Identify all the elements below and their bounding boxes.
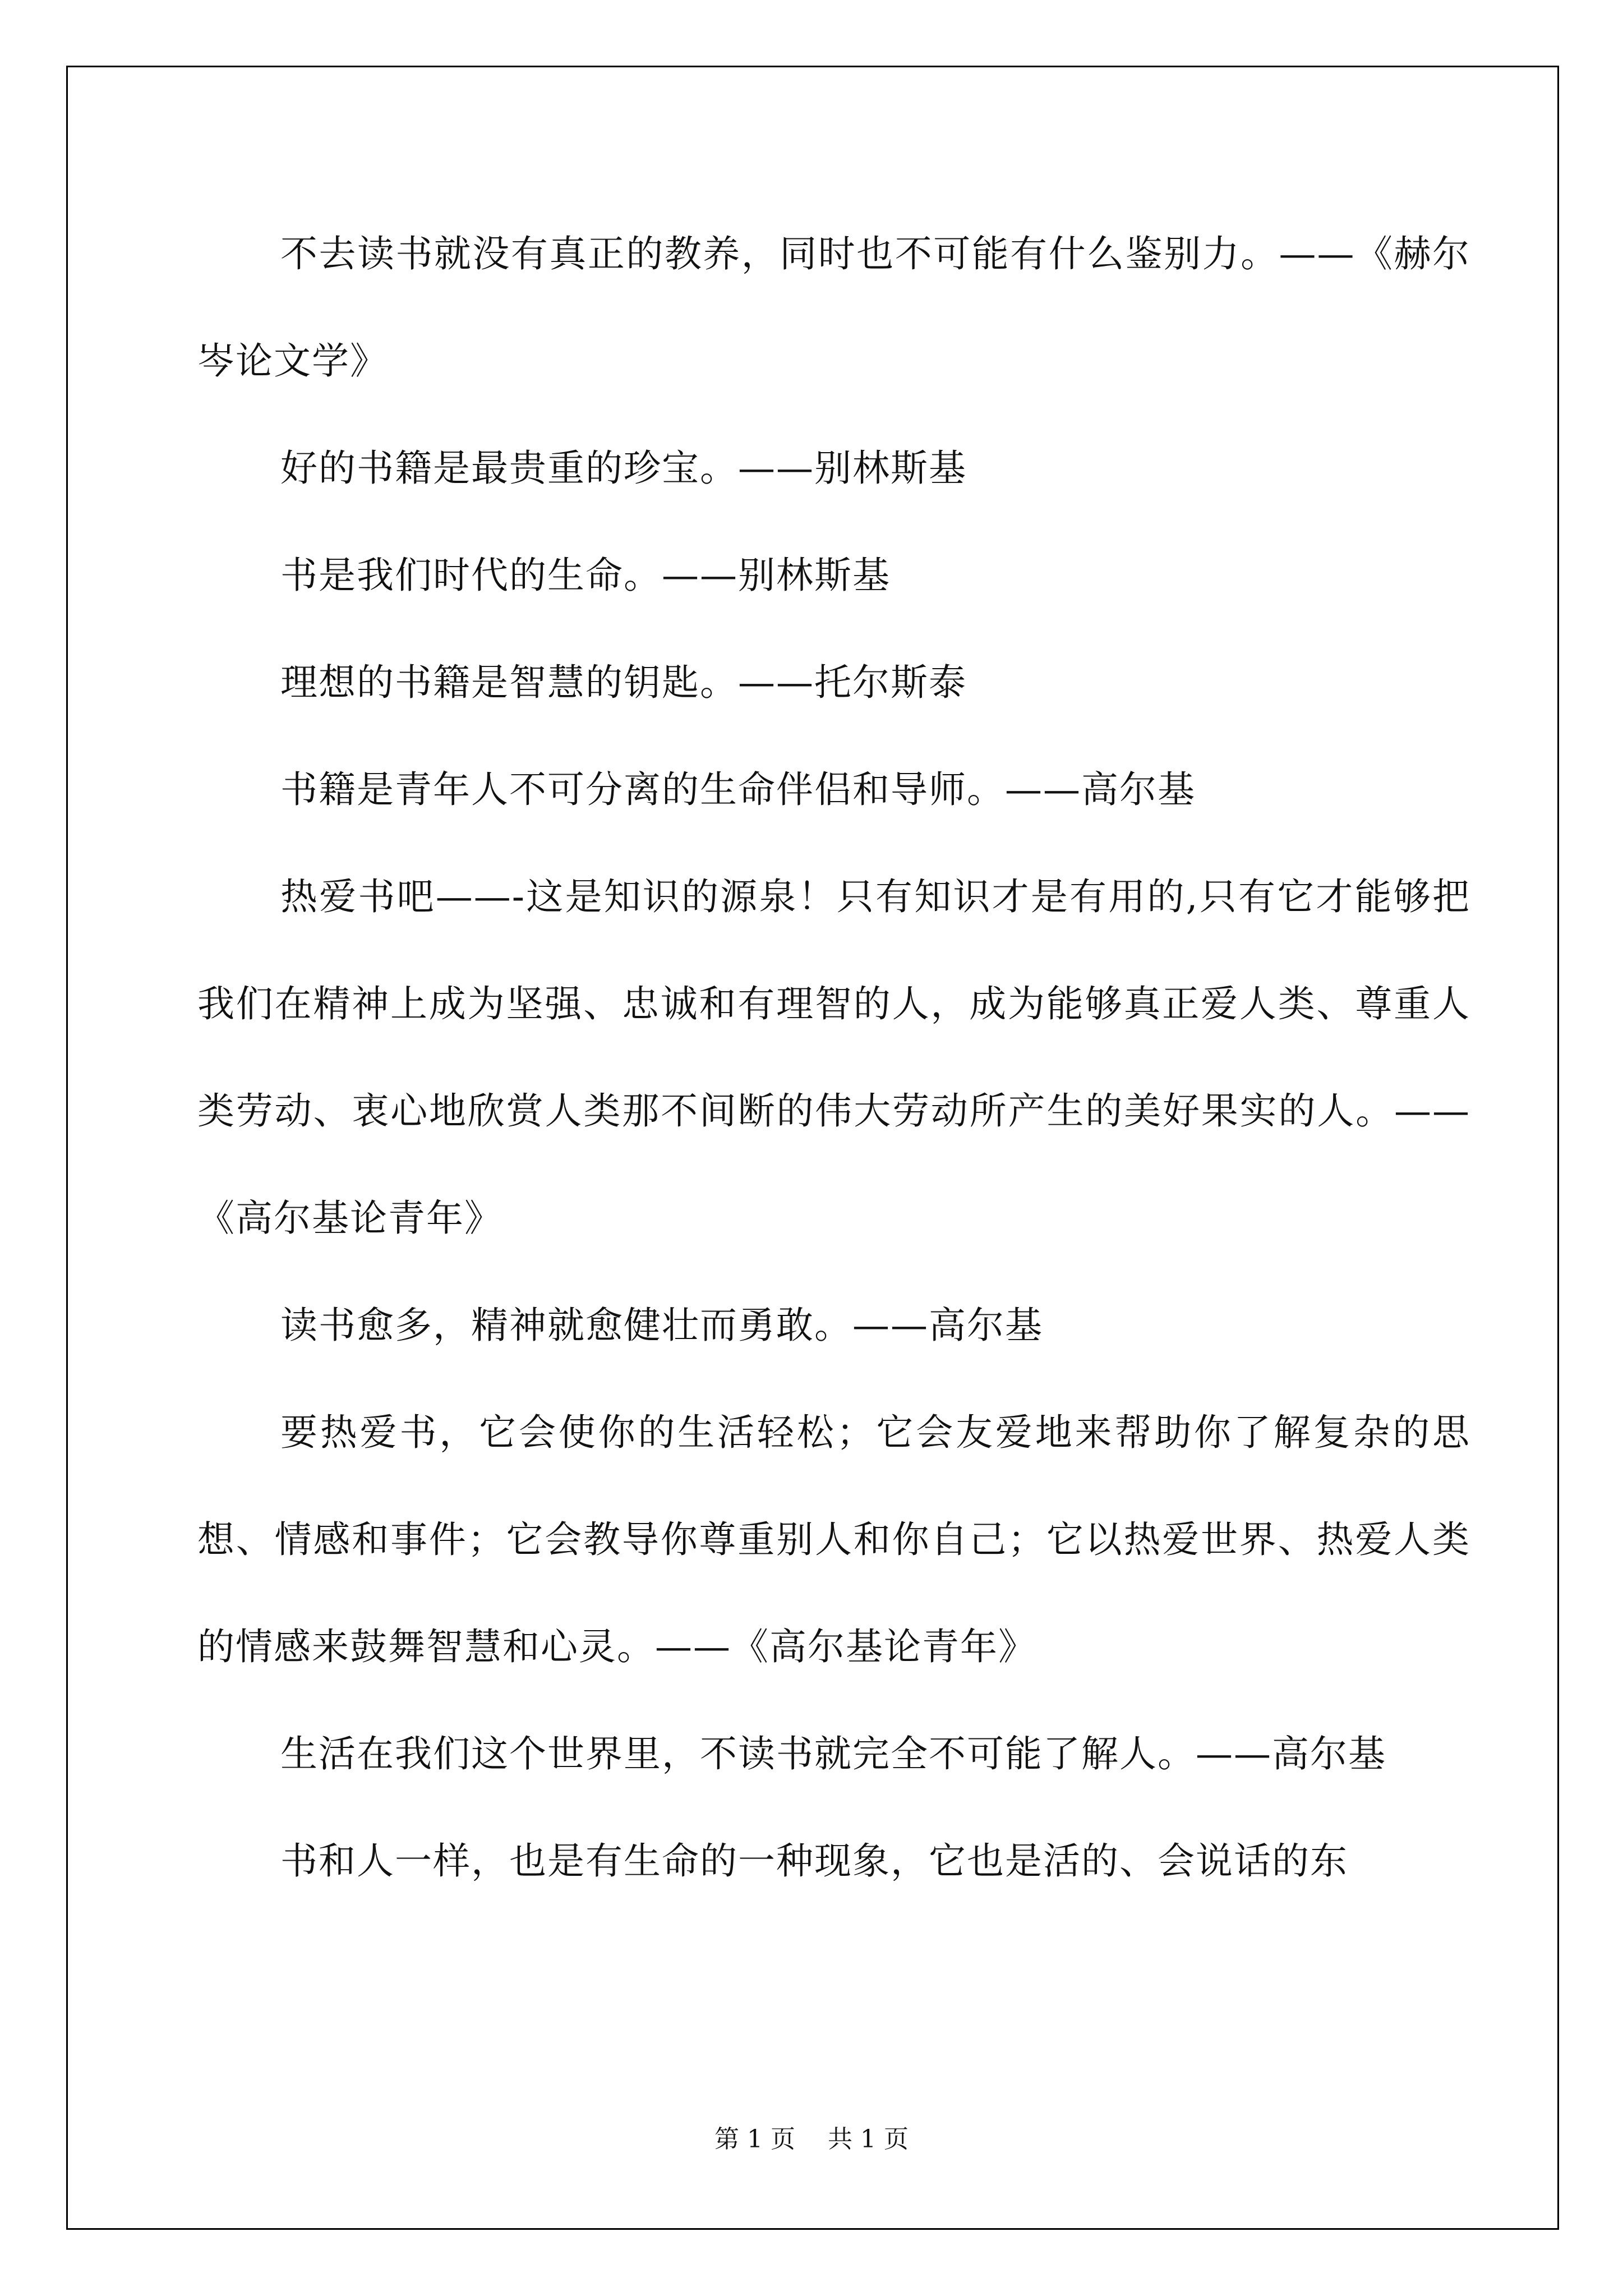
paragraph: 书是我们时代的生命。——别林斯基 (280, 554, 891, 597)
page-footer (0, 2119, 1623, 2155)
paragraph: 热爱书吧——-这是知识的源泉！只有知识才是有用的,只有它才能够把我们在精神上成为坚强、忠诚和有理智的人，成为能够真正爱人类、尊重人类劳动、衷心地欣赏人类那不间断的伟大劳动所产生的美好果实的人。——《高尔基论青年》 (197, 875, 1470, 1240)
paragraph: 书籍是青年人不可分离的生命伴侣和导师。——高尔基 (280, 768, 1196, 811)
paragraph: 生活在我们这个世界里，不读书就完全不可能了解人。——高尔基 (280, 1732, 1386, 1775)
paragraph: 理想的书籍是智慧的钥匙。——托尔斯泰 (280, 661, 967, 704)
page-total: 共 1 页 (828, 2125, 909, 2154)
paragraph: 读书愈多，精神就愈健壮而勇敢。——高尔基 (280, 1304, 1043, 1347)
paragraph: 不去读书就没有真正的教养，同时也不可能有什么鉴别力。——《赫尔岑论文学》 (197, 232, 1470, 383)
paragraph: 书和人一样，也是有生命的一种现象，它也是活的、会说话的东 (280, 1839, 1348, 1883)
document-body (197, 200, 1470, 1915)
page-number: 第 1 页 (714, 2125, 795, 2154)
paragraph: 要热爱书，它会使你的生活轻松；它会友爱地来帮助你了解复杂的思想、情感和事件；它会教导你尊重别人和你自己；它以热爱世界、热爱人类的情感来鼓舞智慧和心灵。——《高尔基论青年》 (197, 1411, 1470, 1668)
paragraph: 好的书籍是最贵重的珍宝。——别林斯基 (280, 447, 967, 490)
